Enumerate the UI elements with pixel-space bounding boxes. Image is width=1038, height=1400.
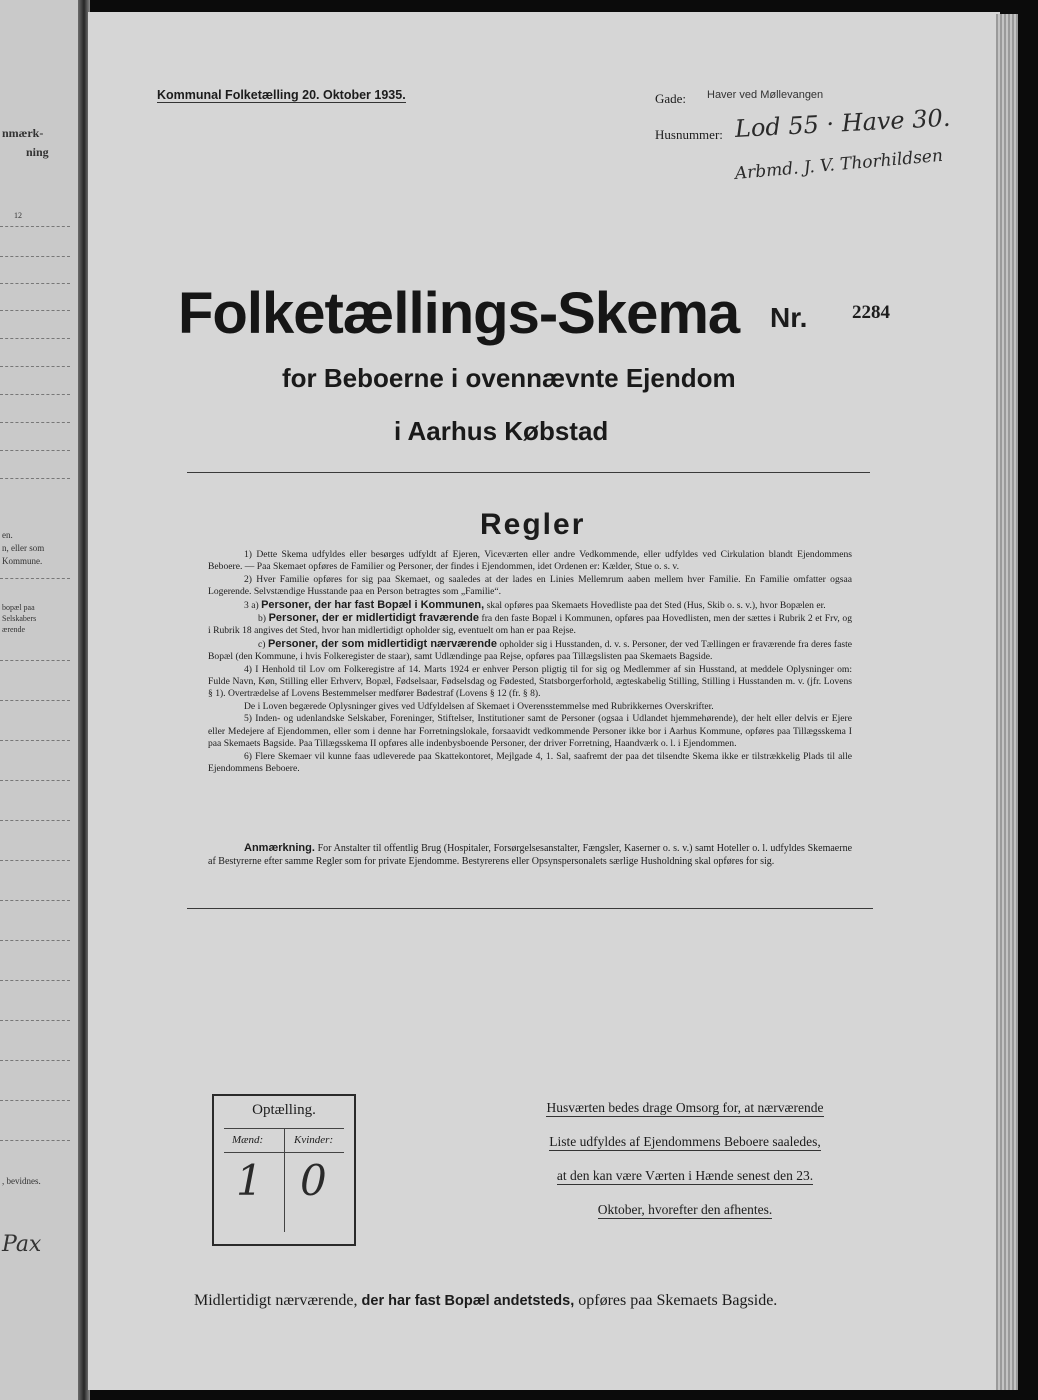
form-number-value: 2284	[852, 302, 890, 323]
ruled-line	[0, 422, 70, 423]
rule-4b: De i Loven begærede Oplysninger gives ved Udfyldelsen af Skemaet i Overensstemmelse med Rubrikkernes Overskrifter.	[244, 700, 714, 712]
left-page-signature: Pax	[2, 1232, 42, 1257]
rule-3a-bold: Personer, der har fast Bopæl i Kommunen,	[261, 598, 485, 611]
notice-line: Liste udfyldes af Ejendommens Beboere saaledes,	[549, 1134, 821, 1149]
previous-page-strip	[0, 0, 82, 1400]
ruled-line	[0, 780, 70, 781]
form-title: Folketællings-Skema	[178, 281, 740, 346]
rule-6: 6) Flere Skemaer vil kunne faas udleverede paa Skattekontoret, Mejlgade 4, 1. Sal, saafremt der paa det tilsendte Skema ikke er tilstrækkelig Plads til alle Ejendommens Beboere.	[208, 750, 852, 774]
ruled-line	[0, 256, 70, 257]
landlord-notice	[512, 1097, 858, 1233]
ruled-line	[0, 1060, 70, 1061]
ruled-line	[0, 700, 70, 701]
footer-part: Midlertidigt nærværende,	[194, 1292, 358, 1309]
remark-label: Anmærkning.	[244, 842, 315, 854]
footer-part: opføres paa Skemaets Bagside.	[578, 1292, 778, 1309]
ruled-line	[0, 226, 70, 227]
ruled-line	[0, 860, 70, 861]
rule-3c-letter: c)	[258, 638, 266, 650]
left-page-text: 12	[14, 211, 22, 220]
rule-4: 4) I Henhold til Lov om Folkeregistre af 14. Marts 1924 er enhver Person pligtig til for sig og Medlemmer af sin Husstand, at meddele Oplysninger om: Fulde Navn, Køn, Stilling eller Erhverv, Bopæl, Fødselsaar, Fødselsdag og Fødested, Statsborgerforhold, ægteskabelig Stilling, Stilling i Husstanden m. v. (jfr. Lovens § 1). Overtrædelse af Lovens Bestemmelser medfører Bødestraf (Lovens § 12 (fr. § 8).	[208, 663, 852, 700]
left-page-text: ning	[26, 145, 49, 159]
left-page-text: bopæl paa	[2, 603, 35, 612]
remark-text: For Anstalter til offentlig Brug (Hospitaler, Forsørgelsesanstalter, Fængsler, Kaserner o. s. v.) samt Hoteller o. l. udfyldes Skemaerne af Bestyrerne efter samme Regler som for private Ejendomme. Bestyrerens eller Opsynspersonalets særlige Husholdning skal opføres for sig.	[208, 843, 853, 867]
ruled-line	[0, 578, 70, 579]
house-number-label: Husnummer:	[655, 127, 723, 142]
footer-part-bold: der har fast Bopæl andetsteds,	[361, 1293, 575, 1309]
ruled-line	[0, 940, 70, 941]
rule-3a-text: skal opføres paa Skemaets Hovedliste paa det Sted (Hus, Skib o. s. v.), hvor Bopælen er.	[486, 599, 826, 611]
rule-1: 1) Dette Skema udfyldes eller besørges udfyldt af Ejeren, Viceværten eller andre Vedkommende, eller udfyldes ved Cirkulation blandt Ejendommens Beboere. — Paa Skemaet opføres de Familier og Personer, der findes i Ejendommen, idet Ordenen er: Kælder, Stue o. s. v.	[208, 549, 852, 573]
count-box-title: Optælling.	[252, 1102, 316, 1118]
ruled-line	[0, 980, 70, 981]
divider	[187, 908, 873, 909]
ruled-line	[0, 1020, 70, 1021]
rule-3a-number: 3 a)	[244, 599, 259, 611]
form-subtitle: for Beboerne i ovennævnte Ejendom	[282, 363, 736, 393]
remark-block	[208, 842, 852, 868]
ruled-line	[0, 740, 70, 741]
ruled-line	[0, 283, 70, 284]
rule-5: 5) Inden- og udenlandske Selskaber, Foreninger, Stiftelser, Institutioner samt de Personer (ogsaa i Udlandet hjemmehørende), der helt eller delvis er Ejere eller Medejere af Ejendommen, eller som i denne har Forretningslokale, forsaavidt vedkommende Personer ikke bor i Aarhus Kommune, opføres paa Tillægsskema I paa Skemaets Bagside. Paa Tillægsskema II opføres alle indenbysboende Personer, der driver Forretning, Haandværk o. l. i Ejendommen.	[208, 713, 852, 750]
ruled-line	[0, 820, 70, 821]
ruled-line	[0, 660, 70, 661]
handwritten-owner-note: Arbmd. J. V. Thorhildsen	[734, 145, 944, 184]
rule-2: 2) Hver Familie opføres for sig paa Skemaet, og saaledes at der lades en Linies Mellemrum aaben mellem hver Familie. En Familie omfatter ogsaa Logerende. Selvstændige Husstande paa en Person betragtes som „Familie“.	[208, 573, 852, 598]
ruled-line	[0, 394, 70, 395]
notice-line: at den kan være Værten i Hænde senest den 23.	[556, 1168, 814, 1183]
women-label: Kvinder:	[294, 1134, 334, 1146]
left-page-text: Selskabers	[2, 614, 37, 623]
rule-3c	[208, 638, 852, 664]
men-count: 1	[236, 1156, 263, 1205]
rule-3b-bold: Personer, der er midlertidigt fraværende	[268, 612, 479, 625]
rule-3b-text: fra den faste Bopæl i Kommunen, opføres paa Hovedlisten, men der sættes i Rubrik 2 et Frv, og i Rubrik 18 angives det Sted, hvor han midlertidigt opholder sig, eventuelt om han er paa Rejse.	[208, 613, 852, 637]
ruled-line	[0, 450, 70, 451]
rule-3c-bold: Personer, der som midlertidigt nærværende	[267, 637, 497, 650]
page-stack-edge	[996, 14, 1018, 1390]
ruled-line	[0, 1140, 70, 1141]
left-page-text: , bevidnes.	[2, 1176, 41, 1186]
rule-3b	[208, 612, 852, 638]
census-line: Kommunal Folketælling 20. Oktober 1935.	[157, 88, 406, 102]
rule-3b-letter: b)	[258, 613, 266, 625]
notice-line: Oktober, hvorefter den afhentes.	[597, 1202, 773, 1217]
ruled-line	[0, 900, 70, 901]
ruled-line	[0, 1100, 70, 1101]
form-city: i Aarhus Købstad	[394, 416, 609, 446]
left-page-text: en.	[2, 530, 13, 540]
count-box-column-divider	[284, 1128, 285, 1232]
rule-3a	[208, 599, 852, 612]
rule-3c-text: opholder sig i Husstanden, d. v. s. Personer, der ved Tællingen er fraværende fra deres faste Bopæl (den Kommune, i hvis Folkeregister de staar), samt Udlændinge paa Rejse, opføres paa Tillægslisten paa Skemaets Bagside.	[208, 638, 852, 663]
left-page-text: nmærk-	[2, 126, 44, 140]
ruled-line	[0, 478, 70, 479]
left-page-text: n, eller som	[2, 543, 45, 553]
house-number-value: Lod 55 · Have 30.	[734, 103, 952, 143]
rules-heading: Regler	[480, 508, 586, 541]
men-label: Mænd:	[232, 1134, 264, 1146]
form-number-label: Nr.	[770, 302, 808, 333]
ruled-line	[0, 338, 70, 339]
left-page-text: ærende	[2, 625, 26, 634]
street-value: Haver ved Møllevangen	[707, 89, 824, 101]
left-page-text: Kommune.	[2, 556, 43, 566]
women-count: 0	[300, 1156, 327, 1205]
footer-note	[194, 1292, 874, 1310]
notice-line: Husværten bedes drage Omsorg for, at nærværende	[546, 1100, 824, 1115]
divider	[187, 472, 870, 473]
street-label: Gade:	[655, 91, 687, 106]
rules-text	[208, 549, 852, 775]
ruled-line	[0, 366, 70, 367]
ruled-line	[0, 310, 70, 311]
count-box	[212, 1094, 356, 1246]
